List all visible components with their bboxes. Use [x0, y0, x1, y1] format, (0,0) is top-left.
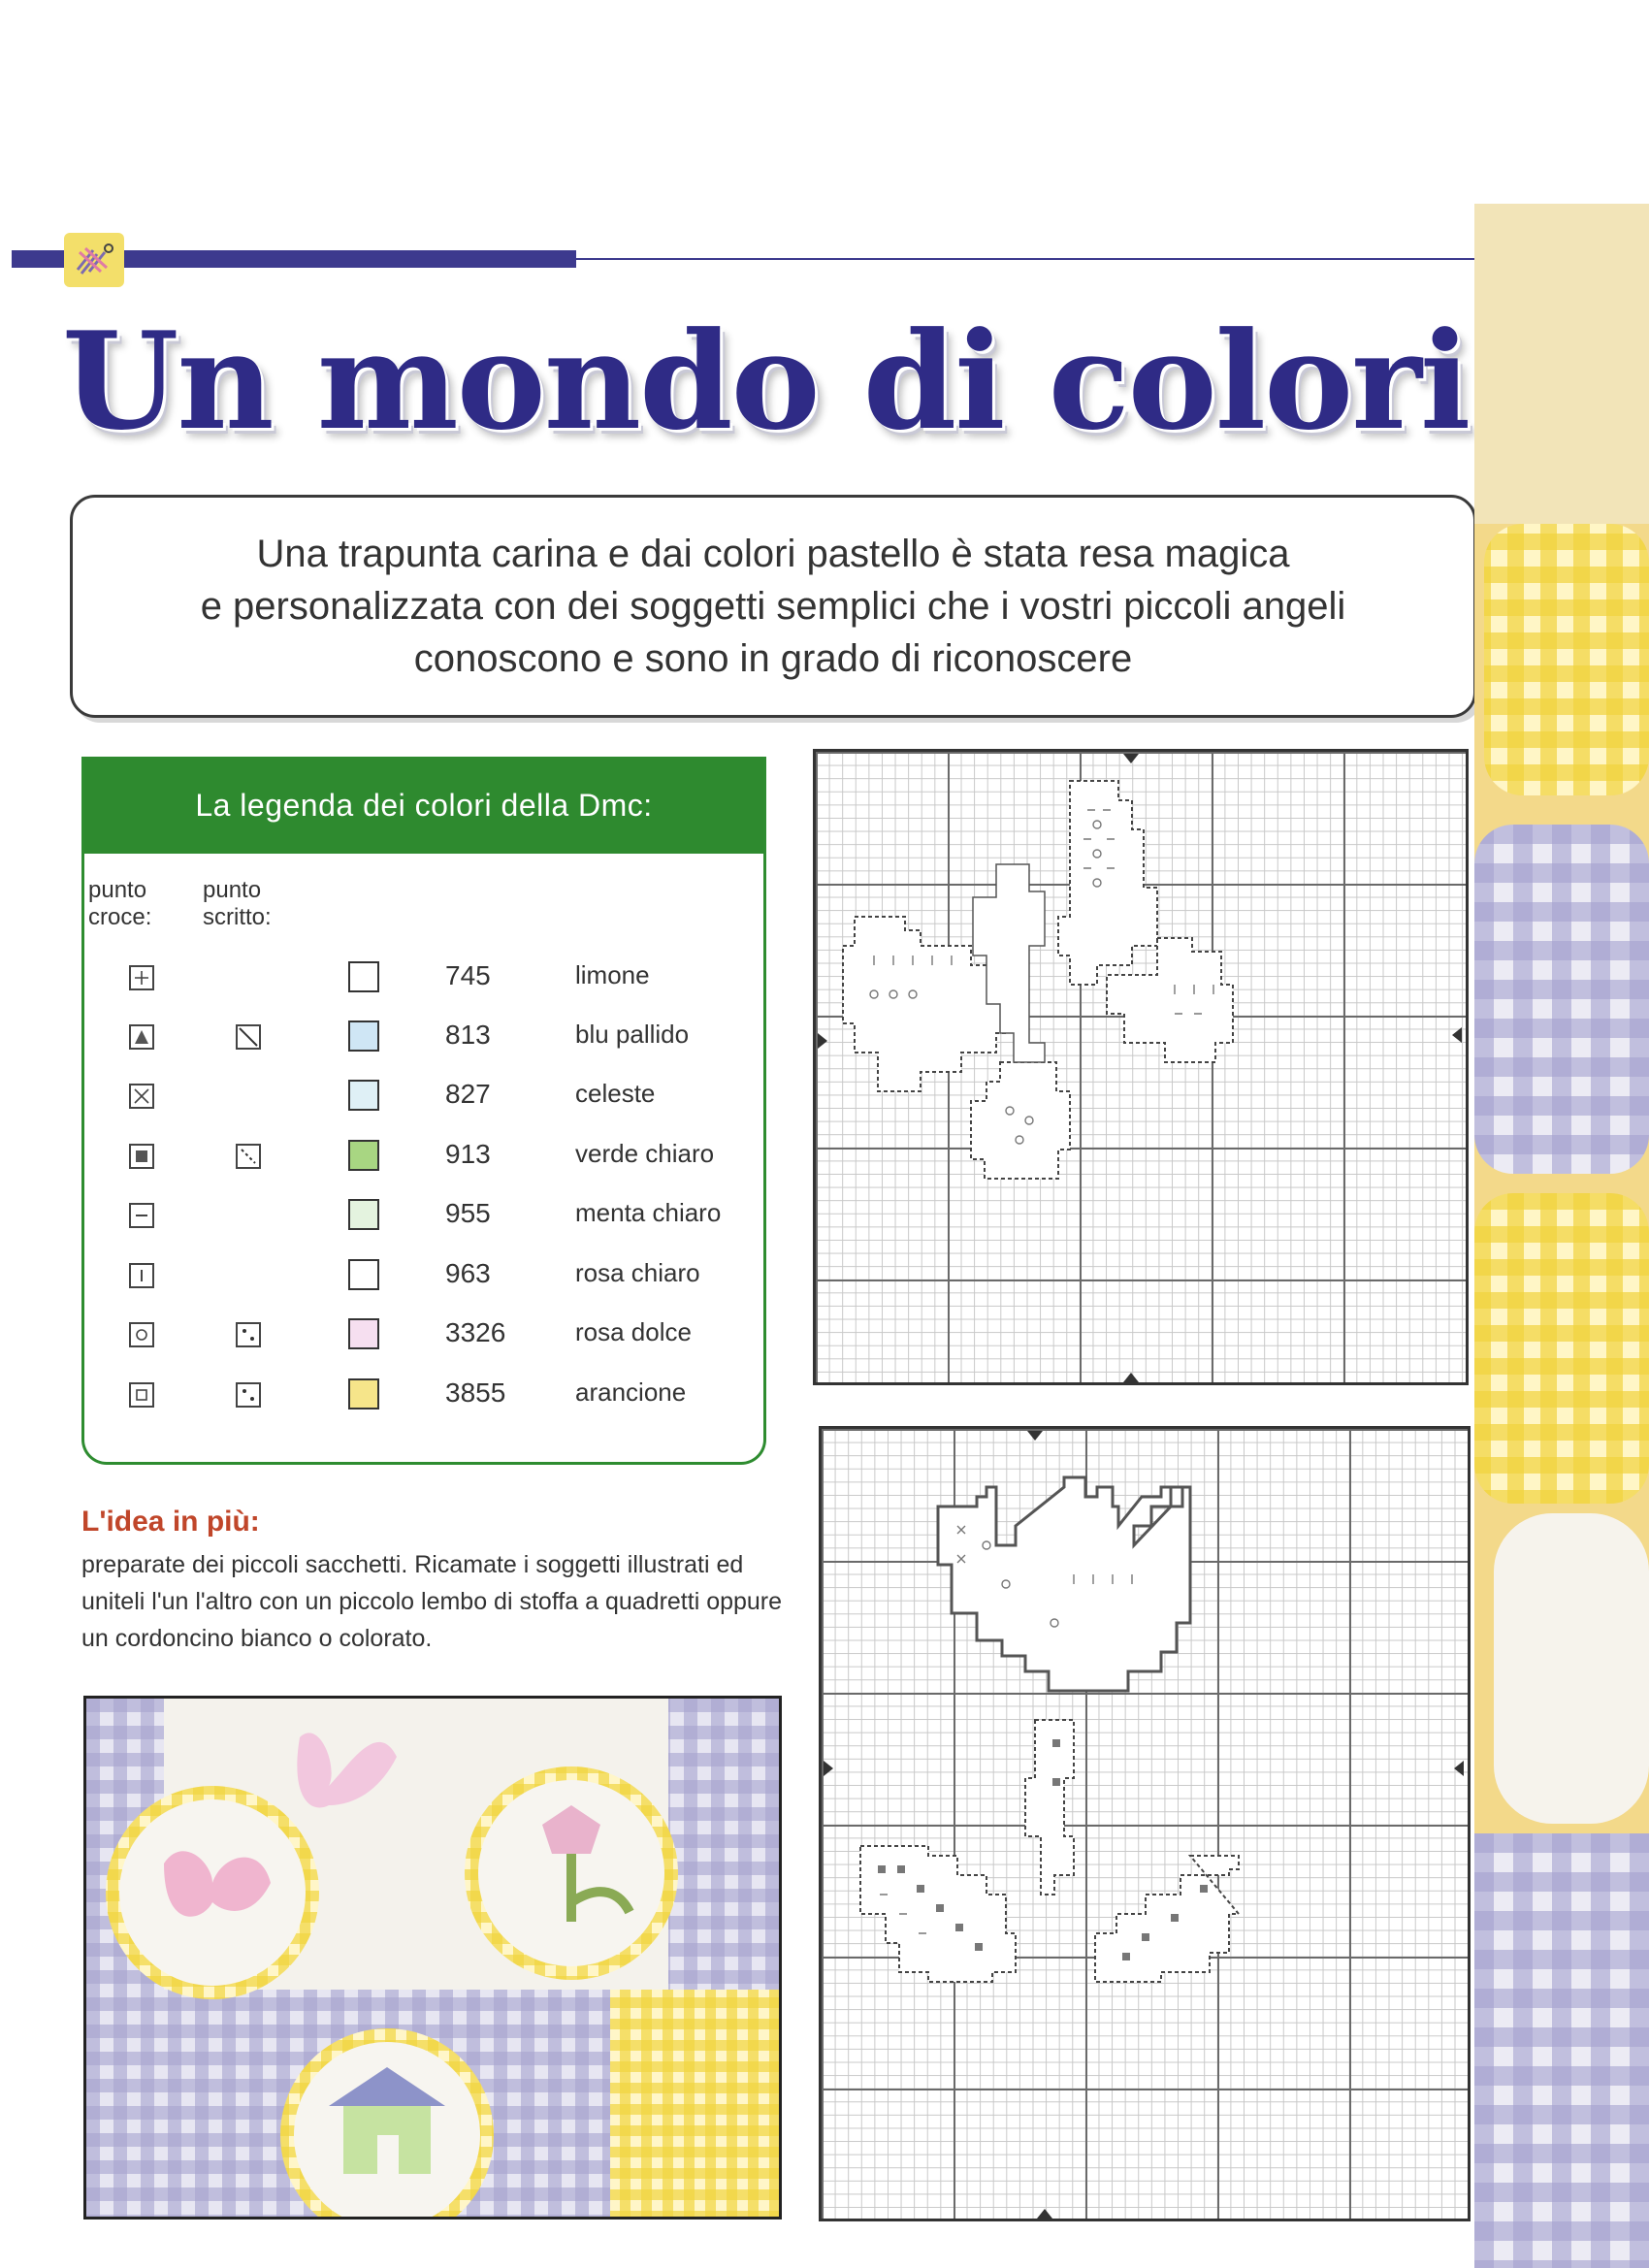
legend-col-back-line2: scritto: — [203, 904, 272, 930]
legend-col-cross — [88, 877, 151, 931]
color-legend — [81, 757, 766, 1465]
color-name: verde chiaro — [575, 1139, 715, 1168]
color-name: limone — [575, 960, 650, 989]
dmc-code: 827 — [445, 1079, 491, 1109]
dmc-code: 813 — [445, 1020, 491, 1050]
butterfly-pattern-chart — [813, 749, 1469, 1385]
color-swatch — [348, 1378, 379, 1409]
legend-heading: La legenda dei colori della Dmc: — [84, 757, 763, 854]
intro-line: Una trapunta carina e dai colori pastello è stata resa magica — [256, 533, 1290, 575]
triangle-icon — [129, 1024, 154, 1050]
legend-row — [84, 958, 763, 997]
color-name: arancione — [575, 1377, 687, 1407]
legend-col-back-line1: punto — [203, 877, 262, 903]
legend-row — [84, 1077, 763, 1116]
dmc-code: 3855 — [445, 1377, 506, 1408]
circle-icon — [129, 1322, 154, 1347]
legend-row — [84, 1196, 763, 1235]
tulip-pattern-chart — [819, 1426, 1471, 2221]
idea-heading: L'idea in più: — [81, 1506, 260, 1538]
legend-row — [84, 1315, 763, 1354]
page-title: Un mondo di colori — [62, 302, 1470, 460]
x-icon — [129, 1084, 154, 1109]
legend-col-cross-line2: croce: — [88, 904, 152, 930]
color-swatch — [348, 1259, 379, 1290]
color-name: blu pallido — [575, 1020, 690, 1049]
vertical-line-icon — [129, 1263, 154, 1288]
color-swatch — [348, 1199, 379, 1230]
color-name: rosa chiaro — [575, 1258, 700, 1287]
dmc-code: 3326 — [445, 1317, 506, 1347]
color-swatch — [348, 1021, 379, 1052]
intro-line: conoscono e sono in grado di riconoscere — [413, 637, 1133, 680]
dots-icon — [236, 1322, 261, 1347]
color-name: rosa dolce — [575, 1317, 692, 1346]
color-swatch — [348, 1080, 379, 1111]
filled-square-icon — [129, 1144, 154, 1169]
header-rule-thin — [576, 258, 1478, 260]
legend-row — [84, 1376, 763, 1414]
legend-row — [84, 1018, 763, 1056]
color-swatch — [348, 961, 379, 992]
legend-row — [84, 1256, 763, 1295]
cross-stitch-badge-icon — [64, 233, 124, 287]
dotted-diagonal-icon — [236, 1144, 261, 1169]
legend-col-back — [203, 877, 272, 931]
quilt-photo-strip — [1474, 204, 1649, 2268]
color-swatch — [348, 1140, 379, 1171]
intro-line: e personalizzata con dei soggetti semplici che i vostri piccoli angeli — [200, 585, 1346, 628]
dmc-code: 745 — [445, 960, 491, 990]
color-name: menta chiaro — [575, 1198, 722, 1227]
intro-box — [70, 495, 1476, 718]
legend-row — [84, 1137, 763, 1176]
minus-icon — [129, 1203, 154, 1228]
intro-text — [201, 528, 1346, 685]
diagonal-line-icon — [236, 1024, 261, 1050]
dmc-code: 955 — [445, 1198, 491, 1228]
color-swatch — [348, 1318, 379, 1349]
color-name: celeste — [575, 1079, 656, 1108]
dots-icon — [236, 1382, 261, 1408]
plus-icon — [129, 965, 154, 990]
legend-col-cross-line1: punto — [88, 877, 147, 903]
dmc-code: 963 — [445, 1258, 491, 1288]
sachets-photo — [83, 1696, 782, 2219]
small-square-icon — [129, 1382, 154, 1408]
idea-text: preparate dei piccoli sacchetti. Ricamate i soggetti illustrati ed uniteli l'un l'altro con un piccolo lembo di stoffa a quadretti oppure un cordoncino bianco o colorato. — [81, 1551, 783, 1652]
dmc-code: 913 — [445, 1139, 491, 1169]
